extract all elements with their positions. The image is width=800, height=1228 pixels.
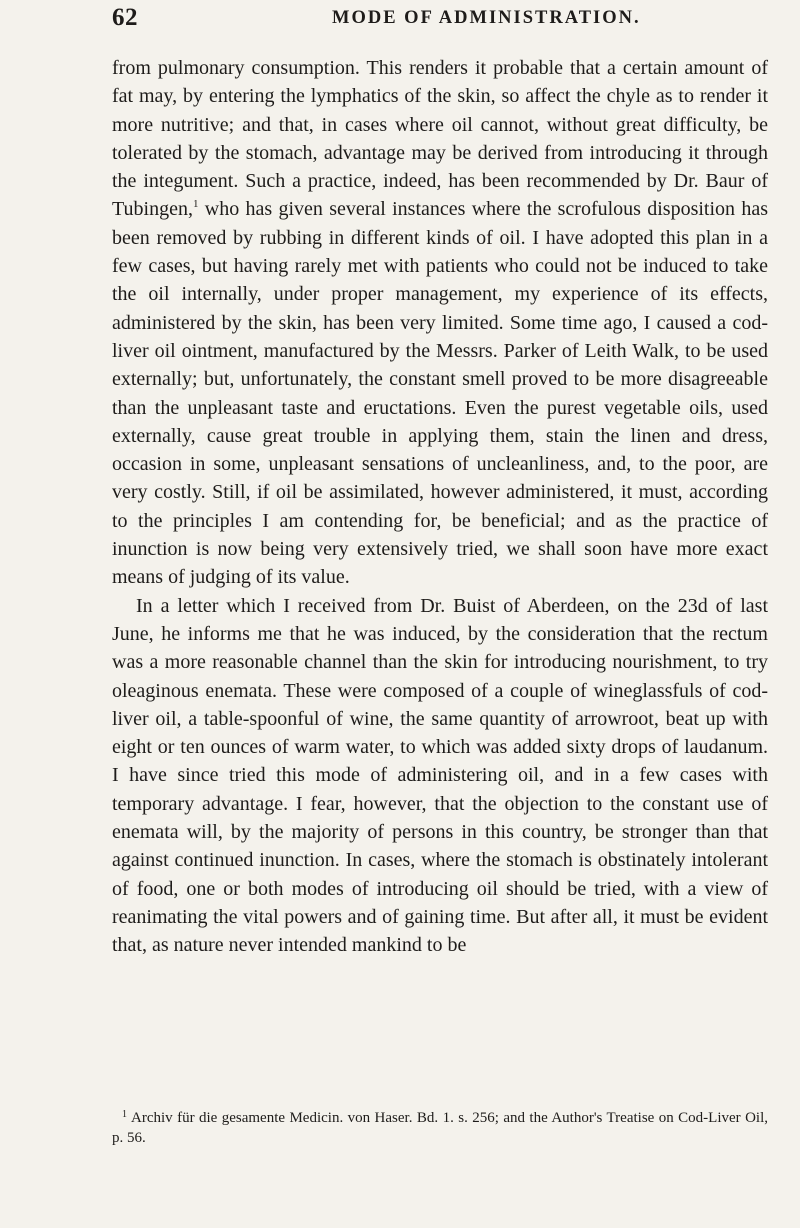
page-header (112, 0, 768, 40)
body-text (112, 54, 768, 960)
paragraph-1-text-a: from pulmonary consumption. This renders it probable that a certain amount of fat may, by entering the lymphatics of the skin, so affect the chyle as to render it more nutritive; and that, in cases where oil cannot, without great difficulty, be tolerated by the stomach, advantage may be derived from introducing it through the integument. Such a practice, indeed, has been recommended by Dr. Baur of Tubingen, (112, 57, 768, 221)
page-number: 62 (112, 4, 138, 31)
footnote-reference: 1 (192, 198, 199, 211)
paragraph-1 (112, 54, 768, 592)
footnote (112, 1105, 768, 1148)
footnote-text: Archiv für die gesamente Medicin. von Haser. Bd. 1. s. 256; and the Author's Treatise on Cod-Liver Oil, p. 56. (112, 1110, 768, 1146)
running-head: MODE OF ADMINISTRATION. (332, 8, 641, 28)
paragraph-1-text-b: who has given several instances where the scrofulous disposition has been removed by rubbing in different kinds of oil. I have adopted this plan in a few cases, but having rarely met with patients who could not be induced to take the oil internally, under proper management, my experience of its effects, administered by the skin, has been very limited. Some time ago, I caused a cod-liver oil ointment, manufactured by the Messrs. Parker of Leith Walk, to be used externally; but, unfortunately, the constant smell proved to be more disagreeable than the unpleasant taste and eructations. Even the purest vegetable oils, used externally, cause great trouble in applying them, stain the linen and dress, occasion in some, unpleasant sensations of uncleanliness, and, to the poor, are very costly. Still, if oil be assimilated, however administered, it must, according to the principles I am contending for, be beneficial; and as the practice of inunction is now being very extensively tried, we shall soon have more exact means of judging of its value. (112, 198, 768, 589)
footnote-mark: 1 (122, 1109, 127, 1120)
paragraph-2: In a letter which I received from Dr. Buist of Aberdeen, on the 23d of last June, he informs me that he was induced, by the consideration that the rectum was a more reasonable channel than the skin for introducing nourishment, to try oleaginous enemata. These were composed of a couple of wineglassfuls of cod-liver oil, a table-spoonful of wine, the same quantity of arrowroot, beat up with eight or ten ounces of warm water, to which was added sixty drops of laudanum. I have since tried this mode of administering oil, and in a few cases with temporary advantage. I fear, however, that the objection to the constant use of enemata will, by the majority of persons in this country, be stronger than that against continued inunction. In cases, where the stomach is obstinately intolerant of food, one or both modes of introducing oil should be tried, with a view of reanimating the vital powers and of gaining time. But after all, it must be evident that, as nature never intended mankind to be (112, 594, 768, 957)
